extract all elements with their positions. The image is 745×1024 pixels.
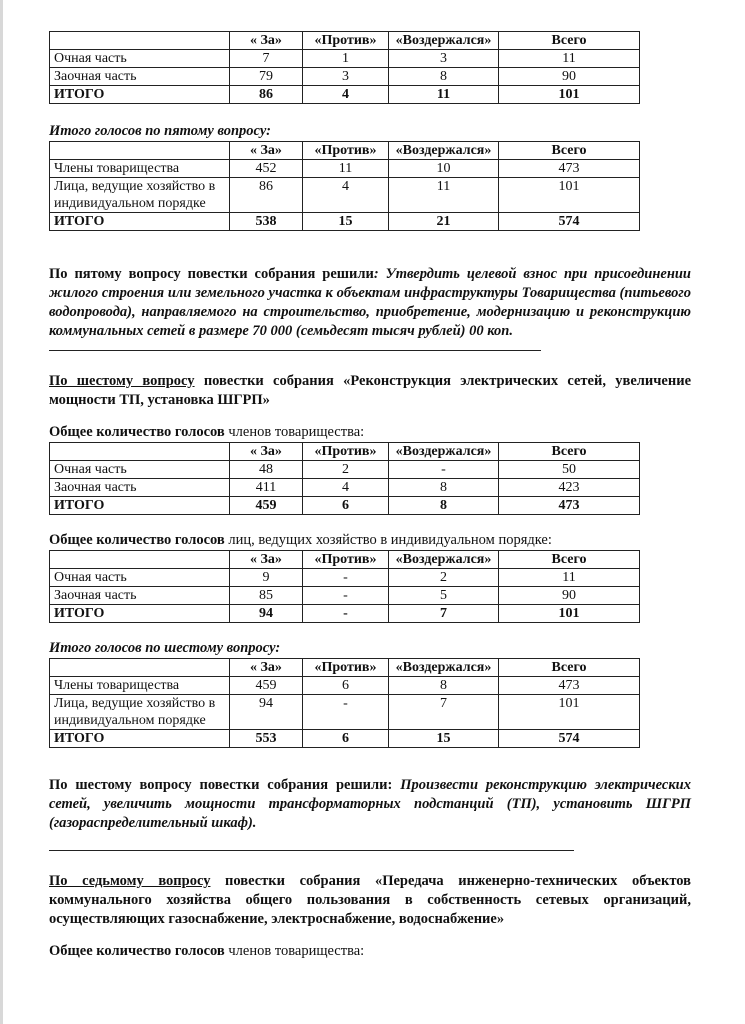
vote-count: 8 xyxy=(389,68,499,86)
caption-rest: лиц, ведущих хозяйство в индивидуальном порядке: xyxy=(224,532,552,548)
column-header: « За» xyxy=(230,142,303,160)
table-row xyxy=(50,730,640,748)
vote-count: 90 xyxy=(499,68,640,86)
vote-count: 90 xyxy=(499,587,640,605)
vote-count: 4 xyxy=(303,178,389,213)
question-label: По шестому вопросу xyxy=(49,373,195,389)
column-header xyxy=(50,142,230,160)
vote-count: 11 xyxy=(389,178,499,213)
caption-bold: Общее количество голосов xyxy=(49,532,225,548)
column-header: Всего xyxy=(499,32,640,50)
table-block-4 xyxy=(49,531,691,623)
column-header: «Против» xyxy=(303,142,389,160)
table-row xyxy=(50,695,640,730)
table-block-5 xyxy=(49,639,691,748)
table-row xyxy=(50,160,640,178)
table-row xyxy=(50,605,640,623)
decision-text: Произвести реконструкцию электрических сетей, увеличить мощности трансформаторных подстанций (ТП), установить ШГРП (газораспределительный шкаф). xyxy=(49,777,691,831)
table-row xyxy=(50,461,640,479)
column-header: «Против» xyxy=(303,32,389,50)
vote-count: 2 xyxy=(389,569,499,587)
vote-count: - xyxy=(303,587,389,605)
vote-count: 8 xyxy=(389,677,499,695)
question-text: повестки собрания «Реконструкция электрических сетей, увеличение мощности ТП, установка ШГРП» xyxy=(49,373,692,408)
vote-count: 101 xyxy=(499,86,640,104)
vote-count: 15 xyxy=(389,730,499,748)
separator-line xyxy=(49,350,541,351)
vote-count: 101 xyxy=(499,605,640,623)
vote-count: 423 xyxy=(499,479,640,497)
table-caption: Итого голосов по пятому вопросу: xyxy=(49,123,271,139)
vote-table-3 xyxy=(49,442,640,515)
column-header xyxy=(50,551,230,569)
row-label: Очная часть xyxy=(50,461,230,479)
column-header: «Воздержался» xyxy=(389,551,499,569)
vote-count: 553 xyxy=(230,730,303,748)
vote-count: 8 xyxy=(389,479,499,497)
vote-table-4 xyxy=(49,550,640,623)
vote-count: 473 xyxy=(499,677,640,695)
column-header xyxy=(50,443,230,461)
column-header: Всего xyxy=(499,551,640,569)
row-label: Лица, ведущие хозяйство в индивидуальном порядке xyxy=(50,178,230,213)
caption-rest: членов товарищества: xyxy=(224,943,365,959)
column-header: « За» xyxy=(230,551,303,569)
vote-count: 574 xyxy=(499,730,640,748)
vote-count: 3 xyxy=(389,50,499,68)
table-row xyxy=(50,677,640,695)
vote-count: 94 xyxy=(230,695,303,730)
vote-table-1 xyxy=(49,31,640,104)
decision-colon: : xyxy=(373,266,386,282)
scan-edge xyxy=(0,0,3,1024)
column-header: « За» xyxy=(230,443,303,461)
table-row xyxy=(50,86,640,104)
caption-bold: Общее количество голосов xyxy=(49,424,225,440)
vote-count: 5 xyxy=(389,587,499,605)
vote-count: 452 xyxy=(230,160,303,178)
vote-count: 86 xyxy=(230,178,303,213)
column-header: «Воздержался» xyxy=(389,659,499,677)
question-6-heading xyxy=(49,372,691,410)
row-label: Члены товарищества xyxy=(50,677,230,695)
vote-table-2 xyxy=(49,141,640,231)
vote-count: 11 xyxy=(303,160,389,178)
decision-text: Утвердить целевой взнос при присоединении жилого строения или земельного участка к объектам инфраструктуры Товарищества (питьевого водопровода), направляемого на строительство, приобретение, модернизацию и реконструкцию коммунальных сетей в размере 70 000 (семьдесят тысяч рублей) 00 коп. xyxy=(49,266,691,339)
row-label: Очная часть xyxy=(50,50,230,68)
vote-count: 459 xyxy=(230,497,303,515)
row-label: Лица, ведущие хозяйство в индивидуальном порядке xyxy=(50,695,230,730)
question-7-heading xyxy=(49,872,691,929)
table-row xyxy=(50,213,640,231)
vote-count: 473 xyxy=(499,160,640,178)
vote-count: - xyxy=(303,569,389,587)
row-label: ИТОГО xyxy=(50,730,230,748)
table-row xyxy=(50,178,640,213)
column-header: «Воздержался» xyxy=(389,32,499,50)
vote-count: 101 xyxy=(499,695,640,730)
decision-5 xyxy=(49,265,691,341)
column-header: «Против» xyxy=(303,659,389,677)
vote-count: 48 xyxy=(230,461,303,479)
vote-count: 10 xyxy=(389,160,499,178)
decision-lead: По шестому вопросу повестки собрания решили: xyxy=(49,777,401,793)
row-label: ИТОГО xyxy=(50,86,230,104)
table-row xyxy=(50,68,640,86)
question-label: По седьмому вопросу xyxy=(49,873,211,889)
vote-count: 411 xyxy=(230,479,303,497)
row-label: ИТОГО xyxy=(50,213,230,231)
vote-count: - xyxy=(303,605,389,623)
column-header xyxy=(50,32,230,50)
vote-count: 4 xyxy=(303,86,389,104)
vote-count: 459 xyxy=(230,677,303,695)
table-header-row xyxy=(50,659,640,677)
column-header xyxy=(50,659,230,677)
column-header: « За» xyxy=(230,32,303,50)
vote-count: 6 xyxy=(303,497,389,515)
table-row xyxy=(50,50,640,68)
row-label: ИТОГО xyxy=(50,605,230,623)
vote-count: - xyxy=(303,695,389,730)
vote-count: 7 xyxy=(230,50,303,68)
vote-count: 15 xyxy=(303,213,389,231)
vote-count: 21 xyxy=(389,213,499,231)
vote-count: 50 xyxy=(499,461,640,479)
table-row xyxy=(50,569,640,587)
row-label: Заочная часть xyxy=(50,68,230,86)
decision-lead: По пятому вопросу повестки собрания решили xyxy=(49,266,374,282)
vote-count: 85 xyxy=(230,587,303,605)
table-caption: Итого голосов по шестому вопросу: xyxy=(49,640,281,656)
row-label: Члены товарищества xyxy=(50,160,230,178)
vote-count: 8 xyxy=(389,497,499,515)
vote-count: 11 xyxy=(499,569,640,587)
column-header: «Воздержался» xyxy=(389,443,499,461)
vote-count: 6 xyxy=(303,677,389,695)
vote-count: 7 xyxy=(389,695,499,730)
question-text: повестки собрания «Передача инженерно-технических объектов коммунального хозяйства общего пользования в собственность сетевых организаций, осуществляющих газоснабжение, электроснабжение, водоснабжение» xyxy=(49,873,691,927)
vote-count: 86 xyxy=(230,86,303,104)
vote-count: 79 xyxy=(230,68,303,86)
vote-count: 4 xyxy=(303,479,389,497)
vote-count: 574 xyxy=(499,213,640,231)
vote-count: 94 xyxy=(230,605,303,623)
row-label: Очная часть xyxy=(50,569,230,587)
table-block-2 xyxy=(49,122,691,231)
table-header-row xyxy=(50,32,640,50)
vote-count: - xyxy=(389,461,499,479)
column-header: « За» xyxy=(230,659,303,677)
row-label: Заочная часть xyxy=(50,479,230,497)
vote-count: 6 xyxy=(303,730,389,748)
table-block-3 xyxy=(49,423,691,515)
column-header: «Против» xyxy=(303,551,389,569)
table-header-row xyxy=(50,142,640,160)
table-row xyxy=(50,497,640,515)
column-header: «Против» xyxy=(303,443,389,461)
column-header: Всего xyxy=(499,443,640,461)
vote-table-5 xyxy=(49,658,640,748)
column-header: Всего xyxy=(499,142,640,160)
caption-rest: членов товарищества: xyxy=(224,424,365,440)
vote-count: 101 xyxy=(499,178,640,213)
separator-line xyxy=(49,850,574,851)
table-block-1 xyxy=(49,31,691,104)
vote-count: 538 xyxy=(230,213,303,231)
decision-6 xyxy=(49,776,691,833)
row-label: ИТОГО xyxy=(50,497,230,515)
table-row xyxy=(50,479,640,497)
table-header-row xyxy=(50,443,640,461)
caption-bold: Общее количество голосов xyxy=(49,943,225,959)
vote-count: 9 xyxy=(230,569,303,587)
vote-count: 473 xyxy=(499,497,640,515)
column-header: Всего xyxy=(499,659,640,677)
vote-count: 11 xyxy=(499,50,640,68)
vote-count: 3 xyxy=(303,68,389,86)
vote-count: 11 xyxy=(389,86,499,104)
table-header-row xyxy=(50,551,640,569)
vote-count: 7 xyxy=(389,605,499,623)
vote-count: 2 xyxy=(303,461,389,479)
row-label: Заочная часть xyxy=(50,587,230,605)
table-caption-6 xyxy=(49,942,691,961)
vote-count: 1 xyxy=(303,50,389,68)
column-header: «Воздержался» xyxy=(389,142,499,160)
table-row xyxy=(50,587,640,605)
